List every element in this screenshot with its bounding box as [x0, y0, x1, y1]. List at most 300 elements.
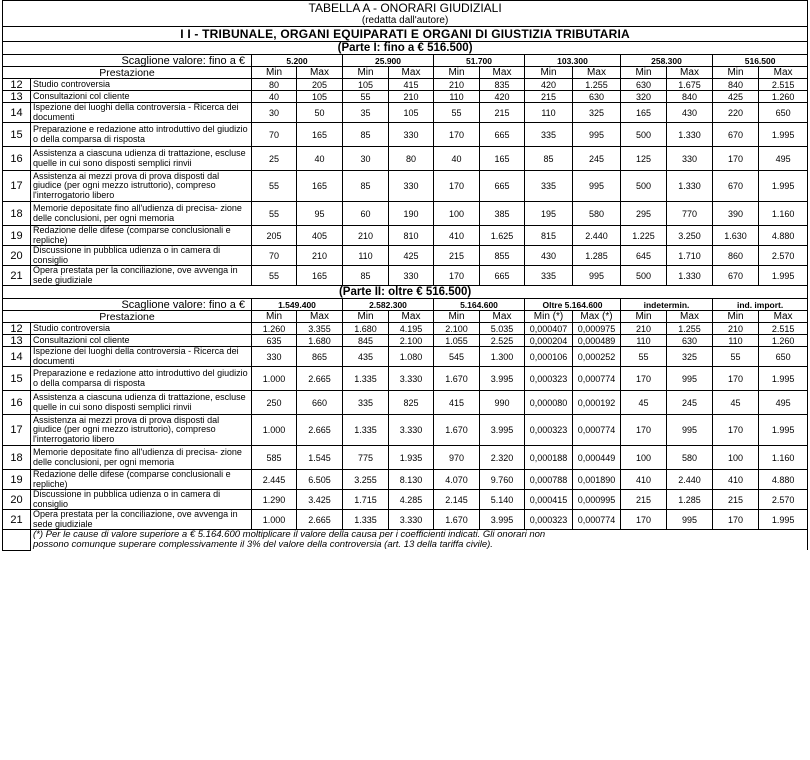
fee-cell: 55 — [621, 347, 667, 367]
fee-cell: 8.130 — [389, 470, 434, 490]
fee-cell: 165 — [297, 266, 343, 286]
part1-bracket: 5.200 — [252, 55, 343, 67]
row-description: Redazione delle difese (comparse conclusionali e repliche) — [31, 470, 252, 490]
fee-cell: 0,000192 — [573, 391, 621, 415]
part2-bracket: Oltre 5.164.600 — [525, 299, 621, 311]
fee-cell: 2.665 — [297, 510, 343, 530]
fee-cell: 1.630 — [713, 226, 759, 246]
row-number: 20 — [3, 490, 31, 510]
fee-cell: 0,000774 — [573, 367, 621, 391]
row-description: Redazione delle difese (comparse conclusionali e repliche) — [31, 226, 252, 246]
fee-cell: 1.995 — [759, 123, 808, 147]
fee-cell: 1.335 — [343, 415, 389, 446]
fee-cell: 0,000204 — [525, 335, 573, 347]
fee-cell: 635 — [252, 335, 297, 347]
part2-minmax-header: Min (*) — [525, 311, 573, 323]
table-row — [3, 202, 808, 226]
fee-cell: 840 — [713, 79, 759, 91]
part2-minmax-header: Max (*) — [573, 311, 621, 323]
row-description: Studio controversia — [31, 79, 252, 91]
row-description: Assistenza ai mezzi prova di prova disposti dal giudice (per ogni mezzo istruttorio), compreso l'interrogatorio libero — [31, 415, 252, 446]
fee-cell: 95 — [297, 202, 343, 226]
part2-minmax-header: Max — [297, 311, 343, 323]
part1-minmax-row — [3, 67, 808, 79]
fee-cell: 50 — [297, 103, 343, 123]
fee-cell: 170 — [434, 171, 480, 202]
fee-cell: 1.080 — [389, 347, 434, 367]
fee-cell: 165 — [621, 103, 667, 123]
fee-cell: 165 — [297, 123, 343, 147]
table-row — [3, 79, 808, 91]
fee-cell: 410 — [621, 470, 667, 490]
row-number: 17 — [3, 171, 31, 202]
fee-cell: 665 — [480, 171, 525, 202]
fee-cell: 55 — [252, 202, 297, 226]
fee-cell: 170 — [713, 510, 759, 530]
fee-cell: 1.935 — [389, 446, 434, 470]
fee-cell: 4.880 — [759, 470, 808, 490]
part2-bracket: 1.549.400 — [252, 299, 343, 311]
fee-cell: 1.225 — [621, 226, 667, 246]
fee-cell: 70 — [252, 246, 297, 266]
fee-cell: 4.070 — [434, 470, 480, 490]
table-row — [3, 391, 808, 415]
fee-cell: 435 — [343, 347, 389, 367]
fee-cell: 995 — [667, 367, 713, 391]
fee-cell: 1.285 — [573, 246, 621, 266]
fee-cell: 215 — [713, 490, 759, 510]
part2-scaglione-label: Scaglione valore: fino a € — [3, 299, 252, 311]
part1-bracket: 25.900 — [343, 55, 434, 67]
fee-cell: 40 — [434, 147, 480, 171]
fee-cell: 330 — [389, 123, 434, 147]
fee-cell: 165 — [480, 147, 525, 171]
part2-title-row — [3, 286, 808, 299]
fee-cell: 110 — [525, 103, 573, 123]
fee-cell: 1.255 — [573, 79, 621, 91]
fee-cell: 990 — [480, 391, 525, 415]
fee-cell: 330 — [667, 147, 713, 171]
fee-cell: 30 — [343, 147, 389, 171]
fee-cell: 3.330 — [389, 367, 434, 391]
fee-cell: 855 — [480, 246, 525, 266]
fee-cell: 2.440 — [667, 470, 713, 490]
fee-cell: 500 — [621, 123, 667, 147]
fee-cell: 55 — [343, 91, 389, 103]
fee-cell: 1.995 — [759, 415, 808, 446]
fee-cell: 0,001890 — [573, 470, 621, 490]
fee-cell: 2.570 — [759, 490, 808, 510]
row-number: 17 — [3, 415, 31, 446]
fee-cell: 190 — [389, 202, 434, 226]
fee-cell: 1.000 — [252, 415, 297, 446]
fee-cell: 55 — [713, 347, 759, 367]
fee-cell: 585 — [252, 446, 297, 470]
fee-cell: 210 — [297, 246, 343, 266]
fee-cell: 430 — [525, 246, 573, 266]
fee-cell: 3.330 — [389, 415, 434, 446]
fee-cell: 425 — [389, 246, 434, 266]
part1-minmax-header: Max — [297, 67, 343, 79]
fee-cell: 1.335 — [343, 367, 389, 391]
fee-cell: 85 — [343, 266, 389, 286]
fee-cell: 60 — [343, 202, 389, 226]
fee-cell: 170 — [434, 266, 480, 286]
row-description: Opera prestata per la conciliazione, ove avvenga in sede giudiziale — [31, 510, 252, 530]
fee-cell: 860 — [713, 246, 759, 266]
row-description: Ispezione dei luoghi della controversia - Ricerca dei documenti — [31, 347, 252, 367]
part1-bracket: 103.300 — [525, 55, 621, 67]
fee-cell: 335 — [343, 391, 389, 415]
fee-cell: 2.440 — [573, 226, 621, 246]
row-number: 21 — [3, 510, 31, 530]
part1-bracket: 51.700 — [434, 55, 525, 67]
fee-cell: 210 — [343, 226, 389, 246]
row-number: 13 — [3, 335, 31, 347]
fee-cell: 110 — [434, 91, 480, 103]
fee-cell: 215 — [480, 103, 525, 123]
fee-cell: 810 — [389, 226, 434, 246]
fee-cell: 405 — [297, 226, 343, 246]
part2-title: (Parte II: oltre € 516.500) — [3, 286, 808, 299]
fee-cell: 825 — [389, 391, 434, 415]
fee-cell: 580 — [667, 446, 713, 470]
fee-cell: 415 — [389, 79, 434, 91]
fee-cell: 1.330 — [667, 123, 713, 147]
part1-title-row — [3, 42, 808, 55]
fee-cell: 325 — [573, 103, 621, 123]
fee-cell: 420 — [525, 79, 573, 91]
part1-minmax-header: Max — [573, 67, 621, 79]
fee-cell: 2.445 — [252, 470, 297, 490]
fee-cell: 9.760 — [480, 470, 525, 490]
heading-row — [3, 27, 808, 42]
fee-cell: 670 — [713, 123, 759, 147]
fee-cell: 85 — [525, 147, 573, 171]
fee-cell: 840 — [667, 91, 713, 103]
fee-cell: 110 — [343, 246, 389, 266]
fee-cell: 4.195 — [389, 323, 434, 335]
part2-minmax-header: Min — [621, 311, 667, 323]
fee-cell: 105 — [297, 91, 343, 103]
part2-bracket: ind. import. — [713, 299, 808, 311]
fee-cell: 2.320 — [480, 446, 525, 470]
row-description: Consultazioni col cliente — [31, 335, 252, 347]
fee-cell: 1.995 — [759, 266, 808, 286]
row-description: Memorie depositate fino all'udienza di precisa- zione delle conclusioni, per ogni memoria — [31, 202, 252, 226]
fee-cell: 500 — [621, 266, 667, 286]
table-row — [3, 335, 808, 347]
fee-cell: 55 — [252, 171, 297, 202]
fee-cell: 3.330 — [389, 510, 434, 530]
fee-cell: 100 — [434, 202, 480, 226]
fee-cell: 330 — [389, 171, 434, 202]
fee-cell: 170 — [713, 147, 759, 171]
fee-cell: 110 — [621, 335, 667, 347]
fee-cell: 410 — [434, 226, 480, 246]
fee-cell: 1.670 — [434, 415, 480, 446]
table-row — [3, 266, 808, 286]
fee-cell: 2.665 — [297, 367, 343, 391]
fee-cell: 215 — [621, 490, 667, 510]
fee-cell: 2.515 — [759, 79, 808, 91]
fee-cell: 325 — [667, 347, 713, 367]
part1-bracket: 258.300 — [621, 55, 713, 67]
fee-cell: 85 — [343, 123, 389, 147]
subtitle-row — [3, 15, 808, 27]
fee-cell: 70 — [252, 123, 297, 147]
fee-cell: 665 — [480, 123, 525, 147]
section-heading: I I - TRIBUNALE, ORGANI EQUIPARATI E ORGANI DI GIUSTIZIA TRIBUTARIA — [3, 27, 808, 42]
fee-cell: 500 — [621, 171, 667, 202]
fee-cell: 45 — [621, 391, 667, 415]
fee-cell: 2.570 — [759, 246, 808, 266]
fee-cell: 670 — [713, 266, 759, 286]
part2-minmax-row — [3, 311, 808, 323]
fee-cell: 3.250 — [667, 226, 713, 246]
fee-cell: 2.665 — [297, 415, 343, 446]
fee-cell: 245 — [667, 391, 713, 415]
row-description: Preparazione e redazione atto introduttivo del giudizio o della comparsa di risposta — [31, 123, 252, 147]
fee-cell: 35 — [343, 103, 389, 123]
fee-cell: 1.715 — [343, 490, 389, 510]
fee-cell: 80 — [252, 79, 297, 91]
fee-cell: 995 — [573, 123, 621, 147]
fee-cell: 85 — [343, 171, 389, 202]
row-number: 19 — [3, 226, 31, 246]
fee-cell: 100 — [713, 446, 759, 470]
fee-cell: 630 — [621, 79, 667, 91]
part2-bracket: indetermin. — [621, 299, 713, 311]
table-row — [3, 367, 808, 391]
part1-bracket: 516.500 — [713, 55, 808, 67]
fee-cell: 415 — [434, 391, 480, 415]
fee-cell: 55 — [434, 103, 480, 123]
fee-cell: 650 — [759, 103, 808, 123]
fee-cell: 5.035 — [480, 323, 525, 335]
fee-cell: 1.160 — [759, 446, 808, 470]
row-description: Consultazioni col cliente — [31, 91, 252, 103]
fee-cell: 3.995 — [480, 415, 525, 446]
fee-cell: 1.675 — [667, 79, 713, 91]
row-description: Discussione in pubblica udienza o in camera di consiglio — [31, 490, 252, 510]
fee-cell: 1.000 — [252, 510, 297, 530]
table-row — [3, 415, 808, 446]
row-number: 12 — [3, 79, 31, 91]
row-description: Discussione in pubblica udienza o in camera di consiglio — [31, 246, 252, 266]
part2-minmax-header: Min — [252, 311, 297, 323]
part2-minmax-header: Max — [480, 311, 525, 323]
fee-cell: 125 — [621, 147, 667, 171]
fee-cell: 775 — [343, 446, 389, 470]
part1-brackets-row — [3, 55, 808, 67]
fee-cell: 335 — [525, 266, 573, 286]
fee-cell: 205 — [297, 79, 343, 91]
fee-cell: 495 — [759, 147, 808, 171]
part2-minmax-header: Max — [759, 311, 808, 323]
fee-cell: 0,000788 — [525, 470, 573, 490]
fee-cell: 865 — [297, 347, 343, 367]
fee-cell: 215 — [434, 246, 480, 266]
fee-cell: 2.145 — [434, 490, 480, 510]
fee-cell: 3.355 — [297, 323, 343, 335]
fee-cell: 0,000188 — [525, 446, 573, 470]
fee-cell: 630 — [667, 335, 713, 347]
part2-minmax-header: Max — [389, 311, 434, 323]
fee-cell: 3.255 — [343, 470, 389, 490]
row-number: 15 — [3, 367, 31, 391]
part1-minmax-header: Min — [343, 67, 389, 79]
table-row — [3, 246, 808, 266]
fee-cell: 3.425 — [297, 490, 343, 510]
fee-cell: 320 — [621, 91, 667, 103]
fee-cell: 3.995 — [480, 367, 525, 391]
table-subtitle: (redatta dall'autore) — [3, 15, 808, 27]
fee-cell: 330 — [389, 266, 434, 286]
part1-minmax-header: Min — [621, 67, 667, 79]
row-number: 13 — [3, 91, 31, 103]
fee-cell: 40 — [252, 91, 297, 103]
part1-minmax-header: Min — [525, 67, 573, 79]
fee-cell: 80 — [389, 147, 434, 171]
fee-cell: 1.680 — [297, 335, 343, 347]
fee-cell: 995 — [573, 266, 621, 286]
fee-cell: 210 — [621, 323, 667, 335]
row-number: 18 — [3, 446, 31, 470]
table-row — [3, 91, 808, 103]
part1-minmax-header: Max — [480, 67, 525, 79]
fee-cell: 770 — [667, 202, 713, 226]
fee-cell: 845 — [343, 335, 389, 347]
part1-minmax-header: Min — [713, 67, 759, 79]
row-description: Memorie depositate fino all'udienza di precisa- zione delle conclusioni, per ogni memoria — [31, 446, 252, 470]
fee-cell: 170 — [621, 367, 667, 391]
fee-cell: 295 — [621, 202, 667, 226]
fee-cell: 6.505 — [297, 470, 343, 490]
row-number: 16 — [3, 147, 31, 171]
row-number: 20 — [3, 246, 31, 266]
fee-cell: 1.670 — [434, 510, 480, 530]
part1-minmax-header: Min — [252, 67, 297, 79]
fee-cell: 665 — [480, 266, 525, 286]
fee-cell: 210 — [713, 323, 759, 335]
row-number: 21 — [3, 266, 31, 286]
fee-cell: 2.100 — [434, 323, 480, 335]
fee-cell: 495 — [759, 391, 808, 415]
fee-cell: 1.330 — [667, 266, 713, 286]
footnote-row — [3, 530, 808, 541]
table-row — [3, 171, 808, 202]
table-row — [3, 147, 808, 171]
fee-cell: 995 — [667, 510, 713, 530]
fee-cell: 55 — [252, 266, 297, 286]
part1-prestazione-header: Prestazione — [3, 67, 252, 79]
fee-cell: 170 — [621, 415, 667, 446]
fee-cell: 0,000106 — [525, 347, 573, 367]
row-description: Assistenza ai mezzi prova di prova disposti dal giudice (per ogni mezzo istruttorio), compreso l'interrogatorio libero — [31, 171, 252, 202]
fee-cell: 0,000323 — [525, 367, 573, 391]
footnote-line-2: possono comunque superare complessivamente il 3% del valore della controversia (art. 13 della tariffa civile). — [31, 540, 808, 550]
fee-cell: 1.000 — [252, 367, 297, 391]
row-number: 12 — [3, 323, 31, 335]
fee-cell: 0,000252 — [573, 347, 621, 367]
fee-cell: 220 — [713, 103, 759, 123]
fee-cell: 1.255 — [667, 323, 713, 335]
fee-cell: 410 — [713, 470, 759, 490]
fee-cell: 995 — [667, 415, 713, 446]
fee-cell: 995 — [573, 171, 621, 202]
fee-cell: 1.995 — [759, 367, 808, 391]
fee-cell: 5.140 — [480, 490, 525, 510]
fee-cell: 1.055 — [434, 335, 480, 347]
part1-minmax-header: Max — [759, 67, 808, 79]
fee-cell: 1.335 — [343, 510, 389, 530]
fee-cell: 1.670 — [434, 367, 480, 391]
table-row — [3, 103, 808, 123]
row-description: Assistenza a ciascuna udienza di trattazione, escluse quelle in cui sono disposti semplici rinvii — [31, 147, 252, 171]
fee-cell: 170 — [434, 123, 480, 147]
part1-minmax-header: Max — [389, 67, 434, 79]
fee-cell: 1.290 — [252, 490, 297, 510]
row-description: Ispezione dei luoghi della controversia - Ricerca dei documenti — [31, 103, 252, 123]
table-row — [3, 510, 808, 530]
part2-prestazione-header: Prestazione — [3, 311, 252, 323]
fee-cell: 0,000774 — [573, 415, 621, 446]
fee-cell: 0,000407 — [525, 323, 573, 335]
table-row — [3, 226, 808, 246]
row-description: Preparazione e redazione atto introduttivo del giudizio o della comparsa di risposta — [31, 367, 252, 391]
fee-cell: 815 — [525, 226, 573, 246]
fee-cell: 1.260 — [252, 323, 297, 335]
fee-cell: 2.525 — [480, 335, 525, 347]
fee-cell: 1.625 — [480, 226, 525, 246]
part2-bracket: 2.582.300 — [343, 299, 434, 311]
fee-cell: 1.330 — [667, 171, 713, 202]
fee-cell: 0,000415 — [525, 490, 573, 510]
fee-cell: 0,000323 — [525, 510, 573, 530]
fee-cell: 1.680 — [343, 323, 389, 335]
fee-cell: 580 — [573, 202, 621, 226]
fee-cell: 215 — [525, 91, 573, 103]
fee-cell: 170 — [621, 510, 667, 530]
fee-cell: 1.710 — [667, 246, 713, 266]
table-row — [3, 347, 808, 367]
fee-cell: 2.515 — [759, 323, 808, 335]
fee-cell: 0,000080 — [525, 391, 573, 415]
fee-cell: 210 — [389, 91, 434, 103]
row-description: Studio controversia — [31, 323, 252, 335]
fee-cell: 425 — [713, 91, 759, 103]
fee-cell: 0,000449 — [573, 446, 621, 470]
fee-cell: 390 — [713, 202, 759, 226]
table-row — [3, 446, 808, 470]
fee-cell: 0,000323 — [525, 415, 573, 446]
part1-scaglione-label: Scaglione valore: fino a € — [3, 55, 252, 67]
fee-cell: 25 — [252, 147, 297, 171]
fee-cell: 1.260 — [759, 91, 808, 103]
fee-cell: 45 — [713, 391, 759, 415]
fee-cell: 545 — [434, 347, 480, 367]
fee-cell: 0,000489 — [573, 335, 621, 347]
fee-cell: 0,000774 — [573, 510, 621, 530]
row-description: Opera prestata per la conciliazione, ove avvenga in sede giudiziale — [31, 266, 252, 286]
fee-cell: 1.995 — [759, 510, 808, 530]
part2-minmax-header: Max — [667, 311, 713, 323]
fee-cell: 3.995 — [480, 510, 525, 530]
fee-cell: 1.160 — [759, 202, 808, 226]
part2-brackets-row — [3, 299, 808, 311]
fee-cell: 330 — [252, 347, 297, 367]
